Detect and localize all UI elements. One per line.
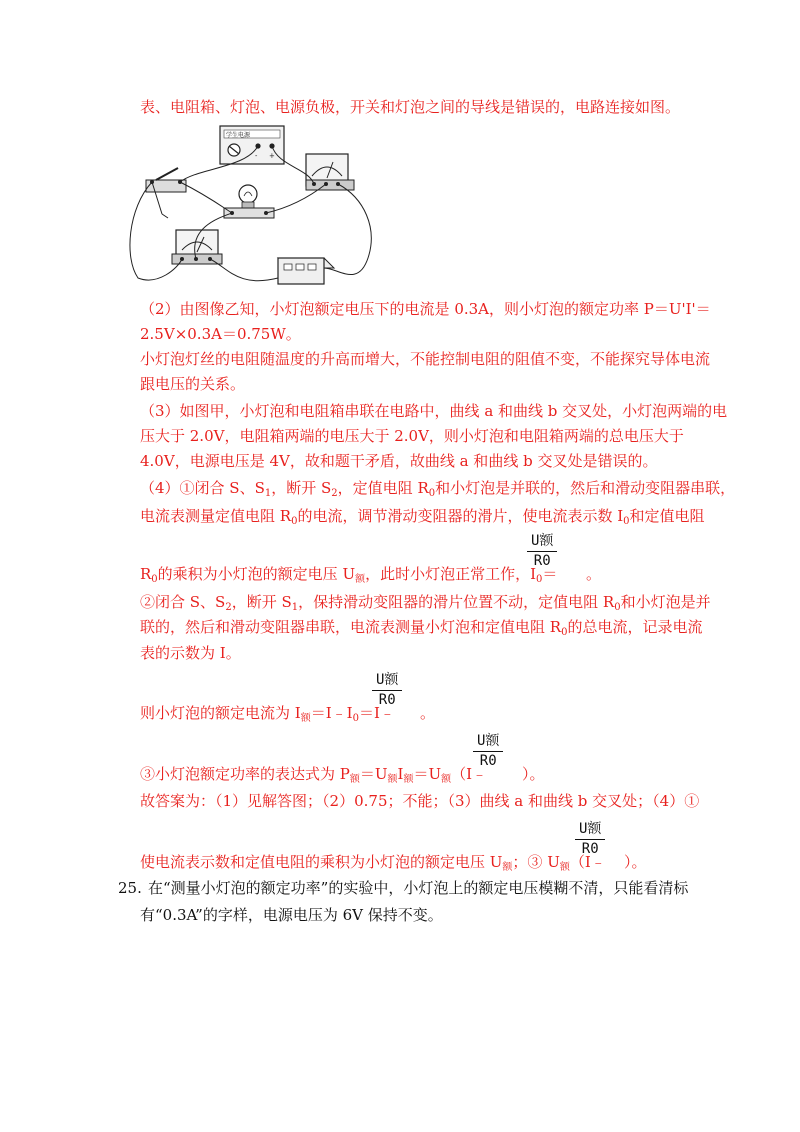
power-supply-label: 学生电源 bbox=[226, 132, 251, 139]
answer-line2-end: ）。 bbox=[624, 853, 647, 871]
fraction-u-over-r0: U额 R0 bbox=[372, 669, 402, 708]
p4-line3-end: 。 bbox=[586, 565, 602, 583]
answer-line1: 故答案为：（1）见解答图；（2）0.75；不能；（3）曲线 a 和曲线 b 交叉处；（4）① bbox=[140, 792, 700, 810]
p4-line3: $R_0$的乘积为小灯泡的额定电压 $U_额$，此时小灯泡正常工作，$I_0=$ bbox=[140, 565, 558, 585]
q25-line1: 在“测量小灯泡的额定功率”的实验中，小灯泡上的额定电压模糊不清，只能看清标 bbox=[148, 879, 689, 897]
fraction-u-over-r0: U额 R0 bbox=[473, 730, 503, 769]
power-supply bbox=[220, 126, 284, 164]
p3-line2: 压大于 2.0V，电阻箱两端的电压大于 2.0V，则小灯泡和电阻箱两端的总电压大于 bbox=[140, 427, 684, 445]
resistance-box bbox=[278, 258, 334, 284]
svg-text:+: + bbox=[269, 152, 275, 160]
p4-line5: 联的，然后和滑动变阻器串联，电流表测量小灯泡和定值电阻 $R_0$的总电流，记录电流 bbox=[140, 618, 703, 638]
switch bbox=[146, 168, 186, 192]
p3-line1: （3）如图甲，小灯泡和电阻箱串联在电路中，曲线 a 和曲线 b 交叉处，小灯泡两端的电 bbox=[140, 402, 728, 420]
q25-line2: 有“0.3A”的字样，电源电压为 6V 保持不变。 bbox=[140, 906, 443, 924]
p4-line4: ②闭合 S、$S_2$，断开 $S_1$，保持滑动变阻器的滑片位置不动，定值电阻 $R_0$和小灯泡是并 bbox=[140, 593, 711, 613]
p2-line1: （2）由图像乙知，小灯泡额定电压下的电流是 0.3A，则小灯泡的额定功率 P＝U'I'＝ bbox=[140, 300, 711, 318]
p3-line3: 4.0V，电源电压是 4V，故和题干矛盾，故曲线 a 和曲线 b 交叉处是错误的。 bbox=[140, 452, 658, 470]
intro-line: 表、电阻箱、灯泡、电源负极，开关和灯泡之间的导线是错误的，电路连接如图。 bbox=[140, 98, 681, 116]
circuit-diagram bbox=[128, 118, 378, 290]
p4-line7-end: 。 bbox=[420, 704, 436, 722]
p4-line1: （4）①闭合 S、$S_1$，断开 $S_2$，定值电阻 $R_0$和小灯泡是并联的，然后和滑动变阻器串联， bbox=[140, 479, 736, 499]
p4-line6: 表的示数为 I。 bbox=[140, 644, 241, 662]
svg-text:-: - bbox=[255, 152, 258, 160]
ammeter bbox=[172, 230, 222, 264]
p2-line4: 跟电压的关系。 bbox=[140, 375, 246, 393]
p2-line2: 2.5V×0.3A＝0.75W。 bbox=[140, 325, 301, 343]
p4-line2: 电流表测量定值电阻 $R_0$的电流，调节滑动变阻器的滑片，使电流表示数 $I_0$和定值电阻 bbox=[140, 507, 705, 527]
p4-line7: 则小灯泡的额定电流为 $I_额=I﹣I_0=I﹣$ bbox=[140, 704, 395, 724]
voltmeter bbox=[306, 154, 354, 190]
p4-line8-end: ）。 bbox=[522, 765, 545, 783]
p2-line3: 小灯泡灯丝的电阻随温度的升高而增大，不能控制电阻的阻值不变，不能探究导体电流 bbox=[140, 350, 711, 368]
p4-line8: ③小灯泡额定功率的表达式为 $P_额=U_额I_额=U_额(I﹣$ bbox=[140, 765, 488, 785]
fraction-u-over-r0: U额 R0 bbox=[527, 530, 557, 569]
q25-number: 25. bbox=[118, 879, 142, 897]
answer-line2: 使电流表示数和定值电阻的乘积为小灯泡的额定电压 $U_额$；③ $U_额(I﹣$ bbox=[140, 853, 606, 873]
fraction-u-over-r0: U额 R0 bbox=[575, 818, 605, 857]
